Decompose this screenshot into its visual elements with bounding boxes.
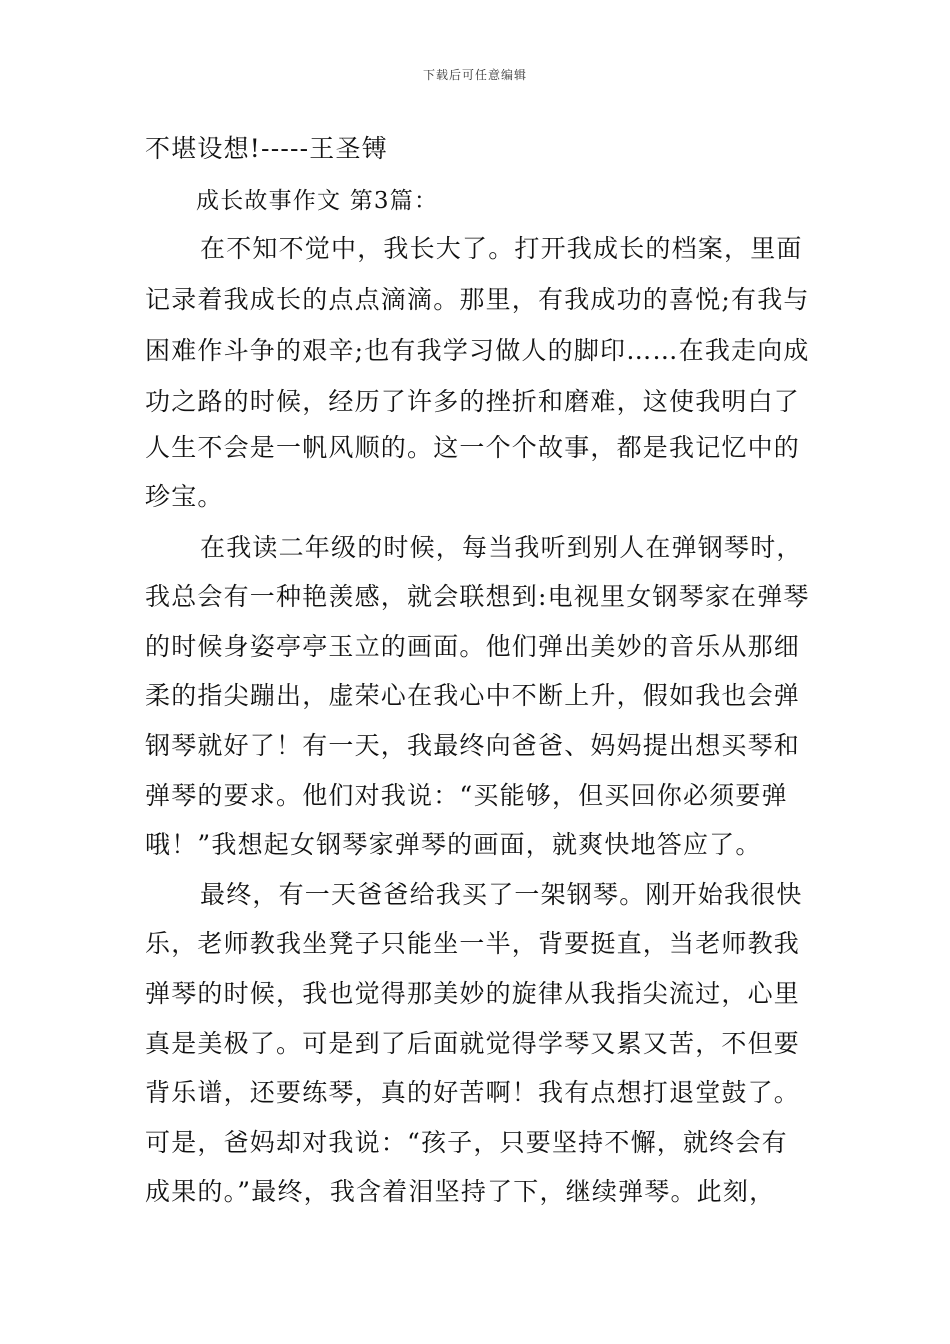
- text-line: 真是美极了。可是到了后面就觉得学琴又累又苦，不但要: [145, 1029, 801, 1058]
- text-line: 哦！”我想起女钢琴家弹琴的画面，就爽快地答应了。: [145, 830, 762, 859]
- text-line: 弹琴的要求。他们对我说：“买能够，但买回你必须要弹: [145, 781, 788, 810]
- text-line: 珍宝。: [145, 482, 224, 511]
- text-line: 的时候身姿亭亭玉立的画面。他们弹出美妙的音乐从那细: [145, 632, 801, 661]
- text-line: 弹琴的时候，我也觉得那美妙的旋律从我指尖流过，心里: [145, 979, 801, 1008]
- text-line: 钢琴就好了！有一天，我最终向爸爸、妈妈提出想买琴和: [145, 731, 801, 760]
- text-line: 乐，老师教我坐凳子只能坐一半，背要挺直，当老师教我: [145, 929, 801, 958]
- text-line: 成果的。”最终，我含着泪坚持了下，继续弹琴。此刻，: [145, 1177, 776, 1206]
- text-line: 人生不会是一帆风顺的。这一个个故事，都是我记忆中的: [145, 433, 801, 462]
- text-line: 最终，有一天爸爸给我买了一架钢琴。刚开始我很快: [200, 880, 803, 909]
- text-line: 在我读二年级的时候，每当我听到别人在弹钢琴时，: [200, 533, 803, 562]
- text-line: 功之路的时候，经历了许多的挫折和磨难，这使我明白了: [145, 387, 801, 416]
- text-line: 可是，爸妈却对我说：“孩子，只要坚持不懈，就终会有: [145, 1128, 788, 1157]
- page-header-note: 下载后可任意编辑: [422, 68, 527, 82]
- text-line: 记录着我成长的点点滴滴。那里，有我成功的喜悦;有我与: [145, 285, 810, 314]
- text-line: 不堪设想!-----王圣镈: [145, 134, 388, 163]
- text-line: 柔的指尖蹦出，虚荣心在我心中不断上升，假如我也会弹: [145, 681, 801, 710]
- text-line: 困难作斗争的艰辛;也有我学习做人的脚印……在我走向成: [145, 336, 810, 365]
- text-line: 在不知不觉中，我长大了。打开我成长的档案，里面: [200, 234, 803, 263]
- text-line: 我总会有一种艳羡感，就会联想到:电视里女钢琴家在弹琴: [145, 582, 810, 611]
- section-title: 成长故事作文 第3篇：: [196, 188, 439, 214]
- text-line: 背乐谱，还要练琴，真的好苦啊！我有点想打退堂鼓了。: [145, 1078, 801, 1107]
